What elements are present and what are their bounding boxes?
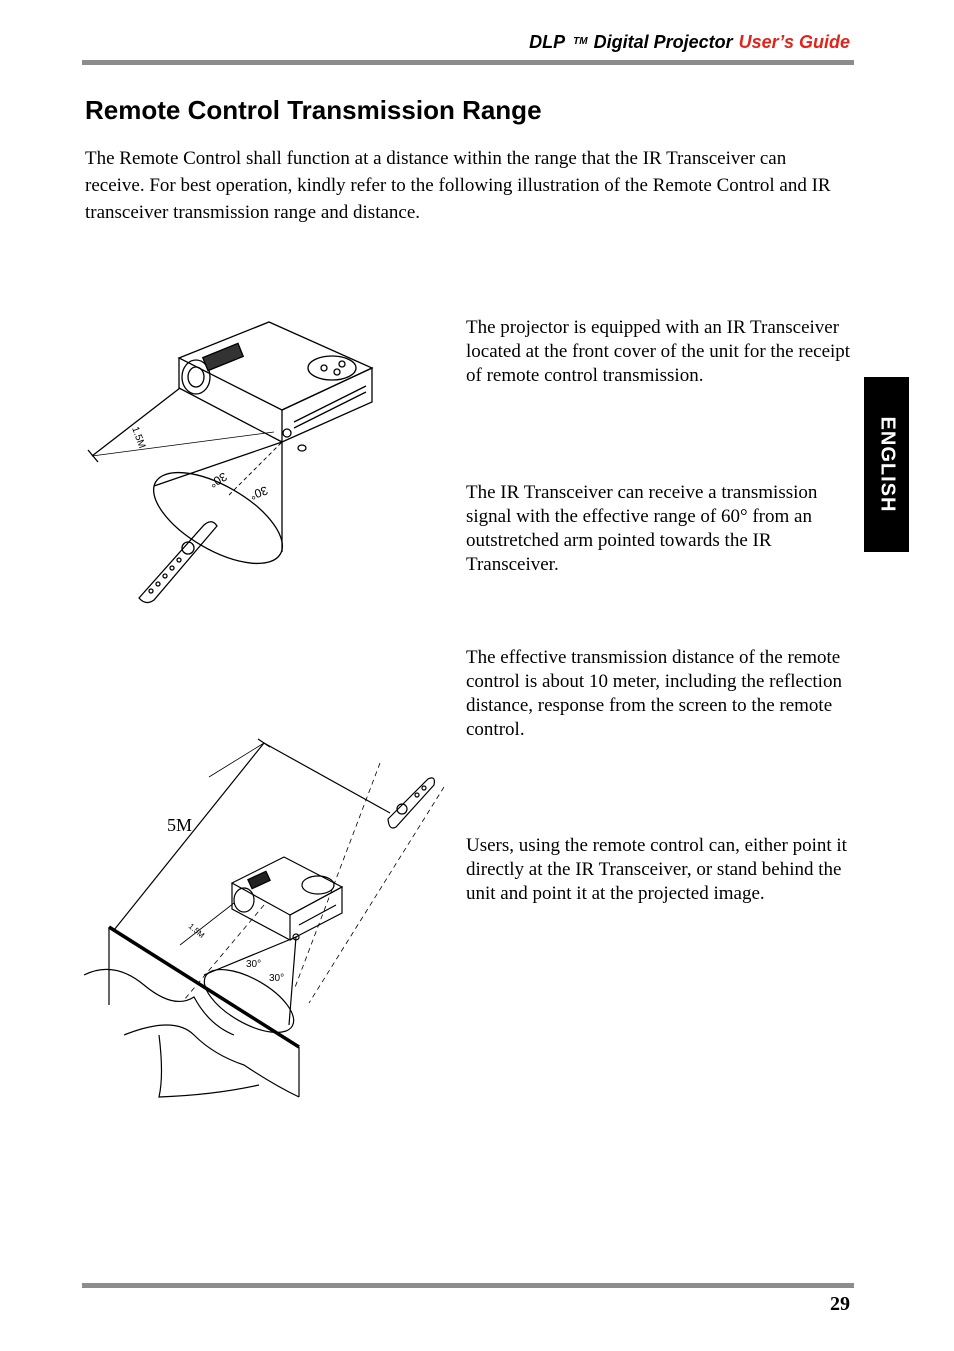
header-brand: DLP: [529, 32, 566, 52]
language-tab: [864, 377, 909, 552]
angle-left-label: 30°: [206, 469, 230, 491]
transmission-distance-illustration: [84, 735, 444, 1105]
ir-sensor: [283, 429, 291, 437]
projection-screen: [109, 927, 299, 1047]
header-rule: [82, 60, 854, 65]
distance-5m-label: 5M: [167, 815, 193, 835]
angle-right-label: 30°: [247, 483, 270, 503]
paragraph-effective-distance: The effective transmission distance of the remote control is about 10 meter, including the reflection distance, response from the screen to the remote control.: [466, 647, 842, 740]
header-guide: User’s Guide: [738, 32, 850, 52]
angle-right-label-2: 30°: [269, 973, 285, 984]
page-title: Remote Control Transmission Range: [85, 95, 542, 125]
paragraph-usage: Users, using the remote control can, either point it directly at the IR Transceiver, or stand behind the unit and point it at the projected image.: [466, 835, 847, 904]
projector-front: [179, 358, 282, 442]
remote-control-2: [388, 778, 434, 828]
paragraph-effective-angle: The IR Transceiver can receive a transmission signal with the effective range of 60° from an outstretched arm pointed towards the IR Transceiver.: [466, 482, 818, 575]
angle-left-label-2: 30°: [246, 959, 262, 970]
projector-ir-range-illustration: [84, 310, 384, 605]
intro-paragraph: The Remote Control shall function at a distance within the range that the IR Transceiver can receive. For best operation, kindly refer to the following illustration of the Remote Control and IR transceiver transmission range and distance.: [85, 148, 831, 223]
language-tab-label: ENGLISH: [876, 416, 898, 513]
page-number: 29: [830, 1293, 850, 1315]
header-tm: TM: [573, 36, 588, 47]
footer-rule: [82, 1283, 854, 1288]
header-product: Digital Projector: [593, 32, 733, 52]
running-header: [529, 32, 850, 53]
paragraph-ir-transceiver: The projector is equipped with an IR Transceiver located at the front cover of the unit for the receipt of remote control transmission.: [466, 317, 851, 386]
small-distance-label: 1.5M: [186, 921, 207, 940]
control-panel: [308, 356, 356, 380]
distance-label: 1.5M: [129, 425, 148, 450]
